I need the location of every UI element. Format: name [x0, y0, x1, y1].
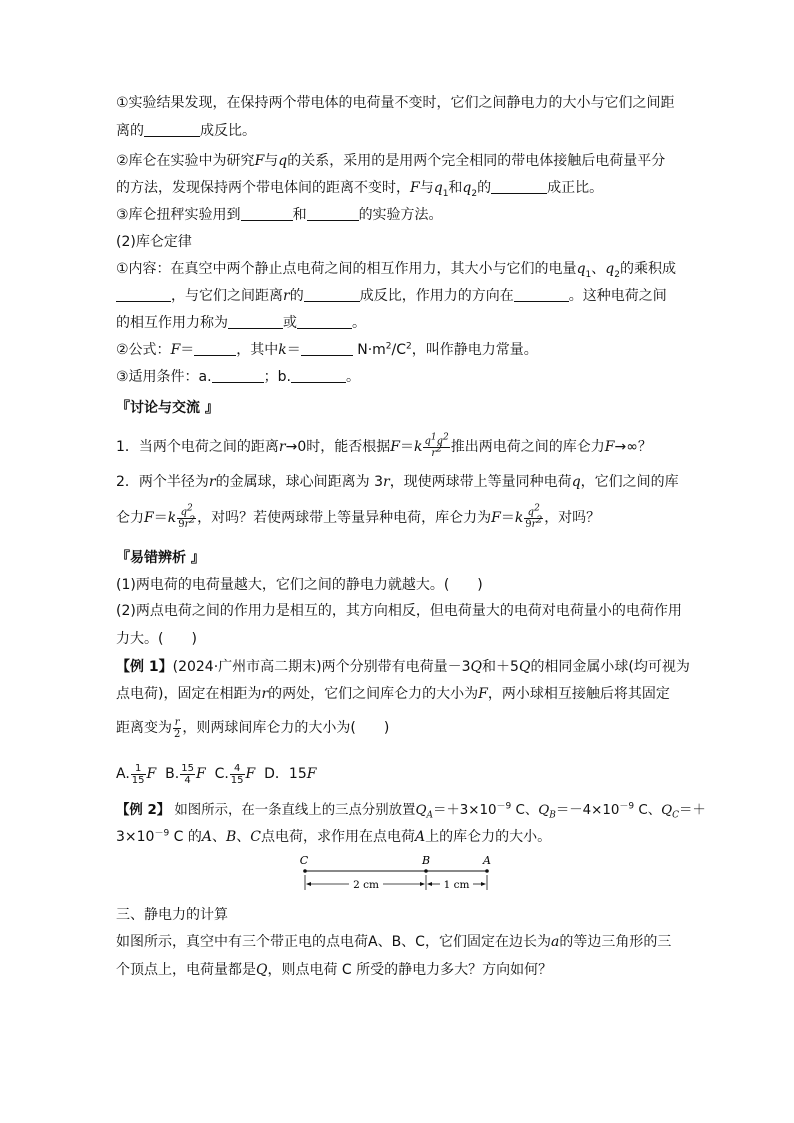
arrowhead [427, 882, 432, 886]
text-line: ③库仑扭秤实验用到 和 的实验方法。 [116, 207, 443, 223]
point-a [485, 869, 489, 873]
answer-blank[interactable] [301, 341, 353, 356]
problem-text: 如图所示，真空中有三个带正电的点电荷A、B、C，它们固定在边长为a的等边三角形的三 [116, 934, 672, 950]
answer-blank[interactable] [116, 287, 171, 302]
text-line: ①实验结果发现，在保持两个带电体的电荷量不变时，它们之间静电力的大小与它们之间距 [116, 95, 675, 111]
fraction: $\frac{r}{2}$ [174, 716, 181, 740]
fraction: $\frac{q^2}{9r^2}$ [525, 503, 543, 530]
option-b[interactable]: B. $\frac{15}{4}$ F [165, 762, 206, 786]
answer-blank[interactable] [491, 179, 547, 194]
subheading: (2)库仑定律 [116, 234, 192, 250]
question-1: 1．当两个电荷之间的距离r→0时，能否根据F＝k $\frac{q^1q^2}{r^2}$ 推出两电荷之间的库仑力F→∞？ [116, 432, 652, 459]
answer-blank[interactable] [228, 314, 283, 329]
judge-item-1: (1)两电荷的电荷量越大，它们之间的静电力就越大。( ) [116, 577, 483, 593]
answer-blank[interactable] [514, 287, 569, 302]
answer-blank[interactable] [144, 122, 200, 137]
point-c [303, 869, 307, 873]
example-1: 【例 1】(2024·广州市高二期末)两个分别带有电荷量－3Q和＋5Q的相同金属小球(均可视为 [116, 659, 690, 675]
option-d[interactable]: D．15F [264, 766, 317, 782]
text-line: ，与它们之间距离r的 成反比，作用力的方向在 。这种电荷之间 [116, 286, 667, 306]
section-header-errors: 『易错辨析 』 [116, 550, 205, 566]
section-header-discussion: 『讨论与交流 』 [116, 400, 219, 416]
label-c: C [299, 854, 309, 867]
text-line: ①内容：在真空中两个静止点电荷之间的相互作用力，其大小与它们的电量$q_1$、$q_2$的乘积成 [116, 261, 676, 280]
example-1-cont: 点电荷)，固定在相距为r的两处，它们之间库仑力的大小为F，两小球相互接触后将其固定 [116, 686, 670, 702]
answer-blank[interactable] [297, 314, 352, 329]
answer-blank[interactable] [194, 341, 236, 356]
example-1-cont: 距离变为 $\frac{r}{2}$ ，则两球间库仑力的大小为( ) [116, 716, 390, 740]
question-2-cont: 仑力F＝k $\frac{q^2}{9r^2}$ ，对吗？若使两球带上等量异种电荷，库仑力为F＝k $\frac{q^2}{9r^2}$ ，对吗？ [116, 503, 601, 530]
arrowhead [420, 882, 425, 886]
option-c[interactable]: C. $\frac{4}{15}$ F [214, 762, 256, 786]
answer-blank[interactable] [304, 287, 360, 302]
text-line: 的方法，发现保持两个带电体间的距离不变时，F与$q_1$和$q_2$的 成正比。 [116, 180, 604, 199]
arrowhead [481, 882, 486, 886]
section-title: 三、静电力的计算 [116, 907, 228, 923]
question-2: 2．两个半径为r的金属球，球心间距离为 3r，现使两球带上等量同种电荷q，它们之间的库 [116, 474, 679, 490]
fraction: $\frac{q^1q^2}{r^2}$ [424, 432, 449, 459]
dim-label-cb: 2 cm [353, 879, 379, 891]
text-line: 的相互作用力称为 或 。 [116, 315, 366, 331]
arrowhead [306, 882, 311, 886]
text-line: ②公式：F＝ ，其中$k= N\cdot m^2/C^2$，叫作静电力常量。 [116, 341, 538, 358]
example-2: 【例 2】 如图所示，在一条直线上的三点分别放置$Q_A=+3\times 10^{-9}$ C、$Q_B=-4\times 10^{-9}$ C、$Q_C=+$ [116, 801, 706, 821]
dim-label-ba: 1 cm [443, 879, 470, 891]
label-a: A [483, 854, 491, 867]
judge-item-2: (2)两点电荷之间的作用力是相互的，其方向相反，但电荷量大的电荷对电荷量小的电荷作用 [116, 603, 682, 619]
answer-blank[interactable] [241, 206, 293, 221]
label-b: B [421, 854, 431, 867]
charges-line-figure [295, 850, 500, 898]
answer-blank[interactable] [291, 368, 346, 383]
fraction: $\frac{q^2}{9r^2}$ [178, 503, 196, 530]
example-1-options [116, 760, 316, 788]
answer-blank[interactable] [307, 206, 359, 221]
text-line: ②库仑在实验中为研究F与q的关系，采用的是用两个完全相同的带电体接触后电荷量平分 [116, 153, 666, 169]
text-line: ③适用条件：a. ；b. 。 [116, 369, 360, 385]
point-b [424, 869, 428, 873]
option-a[interactable]: A. $\frac{1}{15}$ F [116, 762, 157, 786]
problem-text: 个顶点上，电荷量都是Q，则点电荷 C 所受的静电力多大？方向如何？ [116, 962, 553, 978]
answer-blank[interactable] [212, 368, 264, 383]
example-2-cont: $3\times 10^{-9}$ C 的A、B、C点电荷，求作用在点电荷A上的库仑力的大小。 [116, 828, 552, 845]
judge-item-2-cont: 力大。( ) [116, 631, 197, 647]
text-line: 离的 成反比。 [116, 123, 256, 139]
